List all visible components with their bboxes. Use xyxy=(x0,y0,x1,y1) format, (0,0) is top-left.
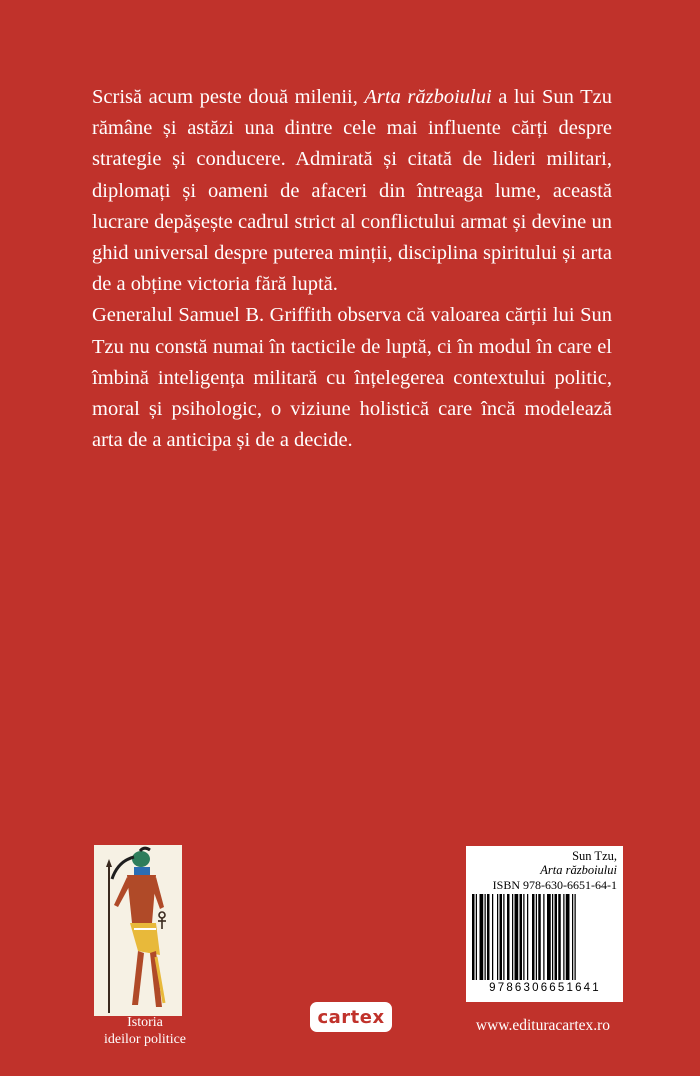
barcode-author: Sun Tzu, xyxy=(572,849,617,863)
publisher-logo: cartex xyxy=(310,1002,392,1032)
barcode-digits: 9786306651641 xyxy=(489,982,601,994)
series-emblem xyxy=(94,845,182,1016)
barcode-bars xyxy=(470,894,620,982)
blurb-paragraph-1: Scrisă acum peste două milenii, Arta războiului a lui Sun Tzu rămâne și astăzi una dintre cele mai influente cărți despre strategie și conducere. Admirată și citată de lideri militari, diplomați și oameni de afaceri din întreaga lume, această lucrare depășește cadrul strict al conflictului armat și devine un ghid universal despre puterea minții, disciplina spiritului și arta de a obține victoria fără luptă. xyxy=(92,86,612,296)
isbn-number: ISBN 978-630-6651-64-1 xyxy=(492,878,617,892)
isbn-barcode-box xyxy=(466,846,623,1002)
publisher-website[interactable]: www.edituracartex.ro xyxy=(475,1017,611,1034)
egyptian-deity-thoth-icon xyxy=(94,845,182,1016)
series-label: Istoria ideilor politice xyxy=(103,1015,187,1047)
blurb-paragraph-2: Generalul Samuel B. Griffith observa că valoarea cărții lui Sun Tzu nu constă numai în tacticile de luptă, ci în modul în care el îmbină inteligența militară cu înțelegerea contextului politic, moral și psihologic, o viziune holistică care încă modelează arta de a anticipa și de a decide. xyxy=(92,304,612,452)
book-title-italic: Arta războiului xyxy=(364,86,492,108)
barcode-title: Arta războiului xyxy=(540,863,617,877)
back-cover-blurb xyxy=(92,82,612,456)
